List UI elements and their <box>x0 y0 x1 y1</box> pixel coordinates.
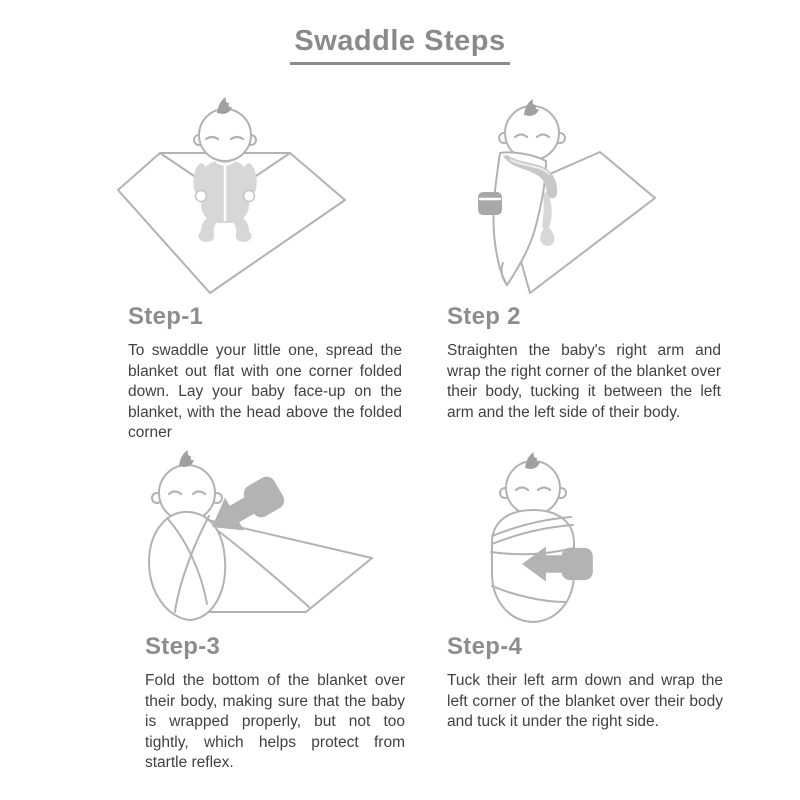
step-2-section <box>447 303 721 423</box>
baby-head <box>506 461 560 515</box>
baby-head-group <box>152 450 222 521</box>
baby-head-group <box>500 452 566 515</box>
step-3-section <box>145 633 405 774</box>
step4-tuck-corner-illustration <box>448 448 688 630</box>
page-title-text: Swaddle Steps <box>290 25 509 65</box>
step-4-section <box>447 633 723 733</box>
page-title <box>0 25 800 65</box>
step-1-description: To swaddle your little one, spread the blanket out flat with one corner folded down. Lay your baby face-up on the blanket, with the head above the folded corner <box>128 342 402 442</box>
step2-corner-wrap-illustration <box>445 95 685 300</box>
baby-head-group <box>499 99 565 160</box>
step-1-title: Step-1 <box>128 303 204 330</box>
baby-hand <box>244 191 255 202</box>
step-4-description: Tuck their left arm down and wrap the left corner of the blanket over their body and tuck it under the right side. <box>447 672 723 731</box>
swaddle-cocoon <box>149 512 225 620</box>
baby-head <box>199 109 251 161</box>
step-3-title: Step-3 <box>145 633 221 660</box>
step-1-section <box>128 303 402 444</box>
tucked-arm-cuff <box>478 192 502 215</box>
step1-baby-on-blanket-illustration <box>100 95 370 300</box>
step-2-title: Step 2 <box>447 303 521 330</box>
step-4-title: Step-4 <box>447 633 523 660</box>
step-2-description: Straighten the baby's right arm and wrap the right corner of the blanket over their body, tucking it between the left arm and the left side of their body. <box>447 342 721 421</box>
baby-hand <box>196 191 207 202</box>
step-3-description: Fold the bottom of the blanket over their body, making sure that the baby is wrapped properly, but not too tightly, which helps protect from startle reflex. <box>145 672 405 772</box>
step3-fold-bottom-illustration <box>115 440 385 635</box>
